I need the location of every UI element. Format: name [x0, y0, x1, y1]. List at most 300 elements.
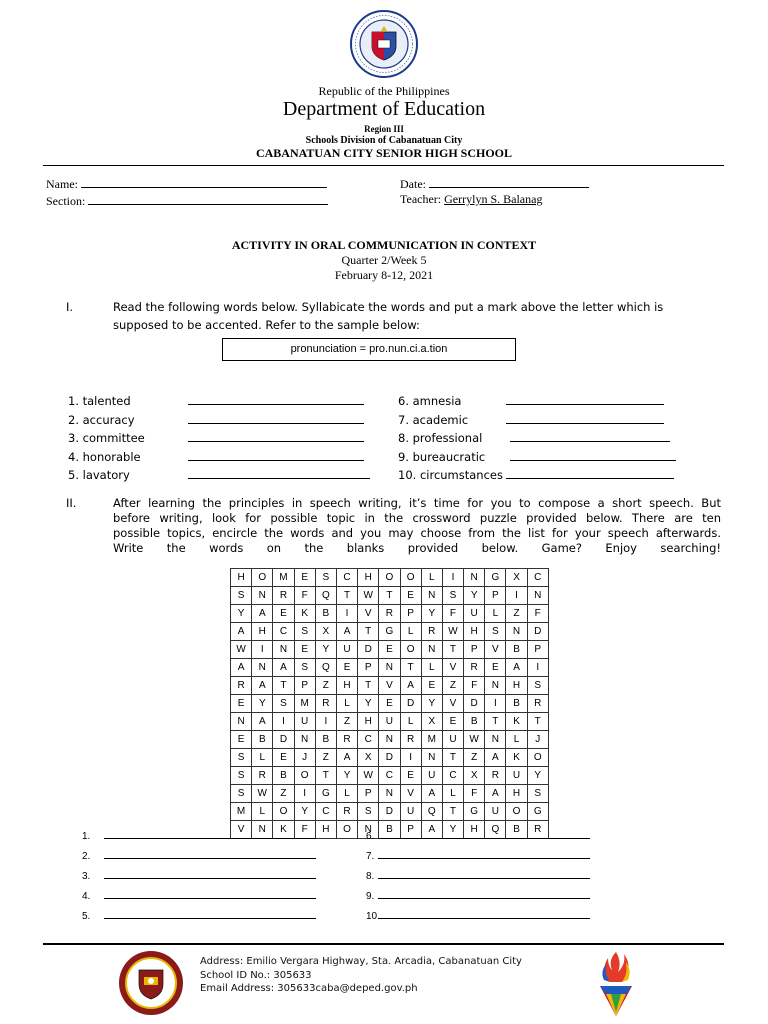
grid-cell[interactable]: Q	[315, 659, 336, 677]
quarter-line: Quarter 2/Week 5	[341, 253, 427, 267]
grid-cell[interactable]: P	[400, 605, 421, 623]
grid-cell[interactable]: S	[527, 677, 548, 695]
word-item: 5. lavatory	[68, 466, 370, 485]
grid-cell[interactable]: O	[506, 803, 527, 821]
grid-cell[interactable]: R	[252, 767, 273, 785]
grid-cell[interactable]: S	[273, 695, 294, 713]
grid-cell[interactable]: H	[231, 569, 252, 587]
grid-cell[interactable]: U	[400, 803, 421, 821]
grid-cell[interactable]: N	[421, 749, 442, 767]
grid-cell[interactable]: T	[442, 641, 463, 659]
grid-cell[interactable]: L	[400, 713, 421, 731]
word-item: 4. honorable	[68, 448, 370, 467]
grid-cell[interactable]: D	[400, 695, 421, 713]
grid-cell[interactable]: P	[294, 677, 315, 695]
grid-cell[interactable]: G	[485, 569, 506, 587]
grid-cell[interactable]: Y	[358, 695, 379, 713]
part2-instructions	[113, 496, 721, 556]
grid-cell[interactable]: Z	[315, 677, 336, 695]
grid-cell[interactable]: V	[485, 641, 506, 659]
grid-cell[interactable]: A	[231, 659, 252, 677]
answer-item: 4.	[82, 887, 316, 907]
grid-cell[interactable]: F	[464, 677, 485, 695]
grid-cell[interactable]: B	[315, 605, 336, 623]
grid-cell[interactable]: L	[336, 695, 357, 713]
grid-cell[interactable]: V	[442, 695, 463, 713]
grid-cell[interactable]: P	[485, 587, 506, 605]
grid-cell[interactable]: P	[400, 821, 421, 839]
grid-cell[interactable]: I	[506, 587, 527, 605]
grid-cell[interactable]: F	[464, 785, 485, 803]
grid-cell[interactable]: L	[336, 785, 357, 803]
answer-blank[interactable]	[378, 828, 590, 839]
grid-cell[interactable]: T	[273, 677, 294, 695]
grid-cell[interactable]: A	[252, 605, 273, 623]
grid-cell[interactable]: V	[379, 677, 400, 695]
grid-cell[interactable]: H	[315, 821, 336, 839]
grid-cell[interactable]: E	[231, 695, 252, 713]
word-blank[interactable]	[510, 448, 676, 461]
grid-cell[interactable]: W	[358, 587, 379, 605]
grid-cell[interactable]: O	[400, 569, 421, 587]
grid-cell[interactable]: T	[400, 659, 421, 677]
grid-cell[interactable]: R	[527, 695, 548, 713]
grid-cell[interactable]: R	[464, 659, 485, 677]
grid-cell[interactable]: A	[252, 713, 273, 731]
part1-numeral: I.	[66, 300, 74, 314]
word-item: 9. bureaucratic	[398, 448, 676, 467]
word-item: 3. committee	[68, 429, 370, 448]
grid-cell[interactable]: E	[379, 641, 400, 659]
grid-cell[interactable]: C	[358, 731, 379, 749]
answer-blank[interactable]	[378, 848, 590, 859]
grid-row	[231, 731, 549, 749]
grid-cell[interactable]: O	[400, 641, 421, 659]
grid-cell[interactable]: O	[379, 569, 400, 587]
word-blank[interactable]	[510, 429, 670, 442]
grid-cell[interactable]: A	[336, 749, 357, 767]
grid-cell[interactable]: N	[421, 641, 442, 659]
grid-cell[interactable]: U	[421, 767, 442, 785]
grid-cell[interactable]: Y	[421, 605, 442, 623]
word-item: 6. amnesia	[398, 392, 676, 411]
grid-cell[interactable]: I	[336, 605, 357, 623]
grid-cell[interactable]: T	[336, 587, 357, 605]
answer-blank[interactable]	[378, 868, 590, 879]
grid-cell[interactable]: E	[442, 713, 463, 731]
grid-cell[interactable]: Y	[421, 695, 442, 713]
grid-cell[interactable]: O	[527, 749, 548, 767]
grid-cell[interactable]: E	[421, 677, 442, 695]
grid-cell[interactable]: B	[252, 731, 273, 749]
grid-cell[interactable]: F	[442, 605, 463, 623]
grid-cell[interactable]: W	[231, 641, 252, 659]
grid-cell[interactable]: M	[294, 695, 315, 713]
grid-row	[231, 785, 549, 803]
answer-blank[interactable]	[104, 848, 316, 859]
grid-cell[interactable]: Z	[442, 677, 463, 695]
grid-cell[interactable]: H	[358, 569, 379, 587]
word-blank[interactable]	[506, 392, 664, 405]
grid-cell[interactable]: V	[400, 785, 421, 803]
grid-cell[interactable]: E	[294, 569, 315, 587]
grid-cell[interactable]: I	[400, 749, 421, 767]
word-item: 1. talented	[68, 392, 370, 411]
grid-cell[interactable]: D	[379, 803, 400, 821]
grid-cell[interactable]: S	[442, 587, 463, 605]
date-range: February 8-12, 2021	[334, 268, 434, 282]
grid-cell[interactable]: N	[485, 731, 506, 749]
grid-cell[interactable]: N	[358, 821, 379, 839]
grid-cell[interactable]: S	[231, 767, 252, 785]
sample-box: pronunciation = pro.nun.ci.a.tion	[222, 338, 516, 361]
grid-cell[interactable]: U	[485, 803, 506, 821]
grid-cell[interactable]: C	[527, 569, 548, 587]
grid-cell[interactable]: A	[400, 677, 421, 695]
grid-cell[interactable]: N	[485, 677, 506, 695]
grid-cell[interactable]: D	[379, 749, 400, 767]
word-item: 8. professional	[398, 429, 676, 448]
grid-cell[interactable]: I	[294, 785, 315, 803]
grid-cell[interactable]: P	[358, 785, 379, 803]
grid-cell[interactable]: E	[273, 605, 294, 623]
grid-cell[interactable]: A	[485, 785, 506, 803]
date-label: Date:	[400, 177, 426, 191]
grid-cell[interactable]: Q	[421, 803, 442, 821]
grid-cell[interactable]: Y	[315, 641, 336, 659]
grid-cell[interactable]: A	[421, 785, 442, 803]
region-line: Region III	[364, 124, 404, 134]
answer-item: 10.	[366, 907, 590, 927]
grid-cell[interactable]: W	[358, 767, 379, 785]
grid-cell[interactable]: Z	[315, 749, 336, 767]
grid-cell[interactable]: N	[527, 587, 548, 605]
grid-cell[interactable]: N	[379, 659, 400, 677]
grid-cell[interactable]: T	[358, 623, 379, 641]
grid-cell[interactable]: D	[273, 731, 294, 749]
grid-cell[interactable]: L	[442, 785, 463, 803]
grid-cell[interactable]: T	[485, 713, 506, 731]
grid-cell[interactable]: R	[485, 767, 506, 785]
grid-cell[interactable]: C	[379, 767, 400, 785]
grid-cell[interactable]: N	[231, 713, 252, 731]
grid-cell[interactable]: R	[421, 623, 442, 641]
division-line: Schools Division of Cabanatuan City	[305, 135, 463, 146]
grid-cell[interactable]: O	[252, 569, 273, 587]
grid-cell[interactable]: U	[336, 641, 357, 659]
grid-cell[interactable]: E	[400, 767, 421, 785]
grid-cell[interactable]: R	[273, 587, 294, 605]
grid-row	[231, 803, 549, 821]
grid-cell[interactable]: C	[315, 803, 336, 821]
grid-cell[interactable]: N	[252, 821, 273, 839]
grid-cell[interactable]: G	[527, 803, 548, 821]
answer-item: 1.	[82, 827, 316, 847]
section-field	[46, 192, 328, 209]
grid-cell[interactable]: K	[506, 713, 527, 731]
grid-cell[interactable]: B	[464, 713, 485, 731]
answer-blank[interactable]	[104, 908, 316, 919]
grid-cell[interactable]: Y	[464, 587, 485, 605]
grid-cell[interactable]: L	[421, 569, 442, 587]
grid-cell[interactable]: I	[442, 569, 463, 587]
grid-cell[interactable]: A	[336, 623, 357, 641]
grid-cell[interactable]: L	[252, 749, 273, 767]
grid-cell[interactable]: O	[336, 821, 357, 839]
grid-cell[interactable]: T	[442, 749, 463, 767]
section-blank[interactable]	[88, 192, 328, 205]
grid-cell[interactable]: N	[252, 587, 273, 605]
grid-cell[interactable]: U	[294, 713, 315, 731]
grid-cell[interactable]: M	[273, 569, 294, 587]
grid-cell[interactable]: P	[464, 641, 485, 659]
grid-cell[interactable]: Y	[231, 605, 252, 623]
grid-cell[interactable]: E	[379, 695, 400, 713]
grid-cell[interactable]: L	[485, 605, 506, 623]
word-blank[interactable]	[506, 411, 664, 424]
section-label: Section:	[46, 194, 86, 208]
grid-cell[interactable]: S	[527, 785, 548, 803]
word-blank[interactable]	[188, 448, 364, 461]
deped-seal-icon	[350, 10, 418, 78]
grid-cell[interactable]: P	[358, 659, 379, 677]
grid-cell[interactable]: F	[527, 605, 548, 623]
name-label: Name:	[46, 177, 78, 191]
grid-cell[interactable]: Y	[527, 767, 548, 785]
grid-cell[interactable]: L	[252, 803, 273, 821]
grid-cell[interactable]: M	[231, 803, 252, 821]
grid-cell[interactable]: L	[400, 623, 421, 641]
grid-cell[interactable]: S	[485, 623, 506, 641]
grid-cell[interactable]: L	[506, 731, 527, 749]
date-field	[400, 175, 589, 192]
grid-cell[interactable]: H	[358, 713, 379, 731]
grid-cell[interactable]: N	[379, 785, 400, 803]
grid-cell[interactable]: N	[294, 731, 315, 749]
republic-line: Republic of the Philippines	[318, 84, 450, 98]
grid-cell[interactable]: O	[294, 767, 315, 785]
grid-cell[interactable]: Z	[506, 605, 527, 623]
grid-cell[interactable]: D	[527, 623, 548, 641]
grid-cell[interactable]: U	[506, 767, 527, 785]
grid-cell[interactable]: O	[273, 803, 294, 821]
grid-cell[interactable]: C	[273, 623, 294, 641]
part2-line1: After learning the principles in speech writing, it’s time for you to compose a short speech. But	[113, 496, 721, 510]
department-title: Department of Education	[282, 98, 486, 120]
grid-cell[interactable]: C	[442, 767, 463, 785]
grid-cell[interactable]: I	[252, 641, 273, 659]
grid-cell[interactable]: B	[379, 821, 400, 839]
grid-cell[interactable]: E	[231, 731, 252, 749]
grid-cell[interactable]: X	[421, 713, 442, 731]
grid-cell[interactable]: R	[315, 695, 336, 713]
grid-cell[interactable]: M	[421, 731, 442, 749]
grid-cell[interactable]: B	[506, 641, 527, 659]
name-field	[46, 175, 327, 192]
grid-cell[interactable]: Z	[336, 713, 357, 731]
grid-cell[interactable]: U	[442, 731, 463, 749]
grid-cell[interactable]: X	[358, 749, 379, 767]
teacher-field	[400, 192, 542, 207]
grid-cell[interactable]: H	[506, 785, 527, 803]
grid-cell[interactable]: T	[527, 713, 548, 731]
grid-cell[interactable]: V	[442, 659, 463, 677]
grid-cell[interactable]: W	[442, 623, 463, 641]
grid-cell[interactable]: I	[485, 695, 506, 713]
grid-cell[interactable]: D	[358, 641, 379, 659]
grid-cell[interactable]: Q	[485, 821, 506, 839]
part2-line2: before writing, look for possible topic in the crossword puzzle provided below. There are ten	[113, 511, 721, 525]
grid-cell[interactable]: E	[485, 659, 506, 677]
grid-cell[interactable]: N	[273, 641, 294, 659]
grid-cell[interactable]: Y	[336, 767, 357, 785]
grid-cell[interactable]: B	[273, 767, 294, 785]
grid-cell[interactable]: N	[506, 623, 527, 641]
grid-cell[interactable]: L	[421, 659, 442, 677]
grid-cell[interactable]: K	[273, 821, 294, 839]
grid-cell[interactable]: R	[527, 821, 548, 839]
grid-cell[interactable]: S	[294, 623, 315, 641]
grid-cell[interactable]: V	[231, 821, 252, 839]
grid-cell[interactable]: H	[252, 623, 273, 641]
grid-cell[interactable]: N	[379, 731, 400, 749]
answer-blank[interactable]	[104, 868, 316, 879]
answer-blank[interactable]	[378, 888, 590, 899]
grid-cell[interactable]: A	[506, 659, 527, 677]
grid-cell[interactable]: W	[252, 785, 273, 803]
answer-list-left	[82, 827, 316, 927]
grid-cell[interactable]: G	[464, 803, 485, 821]
grid-cell[interactable]: T	[315, 767, 336, 785]
grid-row	[231, 659, 549, 677]
grid-cell[interactable]: K	[294, 605, 315, 623]
grid-cell[interactable]: E	[400, 587, 421, 605]
activity-title: ACTIVITY IN ORAL COMMUNICATION IN CONTEXT	[231, 238, 537, 252]
grid-cell[interactable]: T	[442, 803, 463, 821]
school-name: CABANATUAN CITY SENIOR HIGH SCHOOL	[255, 146, 513, 160]
grid-cell[interactable]: F	[294, 587, 315, 605]
grid-cell[interactable]: X	[315, 623, 336, 641]
grid-cell[interactable]: Z	[464, 749, 485, 767]
word-blank[interactable]	[188, 411, 364, 424]
footer-email: Email Address: 305633caba@deped.gov.ph	[200, 983, 418, 994]
answer-blank[interactable]	[104, 828, 316, 839]
grid-cell[interactable]: H	[464, 821, 485, 839]
part2-line4: Write the words on the blanks provided below. Game? Enjoy searching!	[113, 541, 721, 555]
grid-row	[231, 695, 549, 713]
grid-cell[interactable]: E	[294, 641, 315, 659]
grid-cell[interactable]: K	[506, 749, 527, 767]
grid-cell[interactable]: H	[506, 677, 527, 695]
grid-row	[231, 605, 549, 623]
grid-cell[interactable]: P	[527, 641, 548, 659]
grid-cell[interactable]: I	[527, 659, 548, 677]
footer-address: Address: Emilio Vergara Highway, Sta. Arcadia, Cabanatuan City	[200, 956, 522, 967]
word-blank[interactable]	[188, 392, 364, 405]
grid-cell[interactable]: T	[358, 677, 379, 695]
word-blank[interactable]	[506, 466, 674, 479]
grid-cell[interactable]: H	[464, 623, 485, 641]
grid-cell[interactable]: G	[379, 623, 400, 641]
date-blank[interactable]	[429, 175, 589, 188]
grid-cell[interactable]: B	[506, 695, 527, 713]
grid-cell[interactable]: B	[315, 731, 336, 749]
grid-cell[interactable]: W	[464, 731, 485, 749]
grid-row	[231, 767, 549, 785]
grid-cell[interactable]: S	[315, 569, 336, 587]
grid-cell[interactable]: C	[336, 569, 357, 587]
grid-cell[interactable]: A	[421, 821, 442, 839]
grid-cell[interactable]: U	[379, 713, 400, 731]
grid-cell[interactable]: Y	[442, 821, 463, 839]
grid-cell[interactable]: F	[294, 821, 315, 839]
answer-blank[interactable]	[378, 908, 590, 919]
grid-cell[interactable]: U	[464, 605, 485, 623]
teacher-name: Gerrylyn S. Balanag	[444, 192, 543, 206]
grid-cell[interactable]: S	[294, 659, 315, 677]
grid-cell[interactable]: B	[506, 821, 527, 839]
answer-item: 6.	[366, 827, 590, 847]
grid-row	[231, 623, 549, 641]
name-blank[interactable]	[81, 175, 327, 188]
grid-cell[interactable]: A	[273, 659, 294, 677]
word-item: 2. accuracy	[68, 411, 370, 430]
grid-cell[interactable]: R	[400, 731, 421, 749]
grid-cell[interactable]: E	[273, 749, 294, 767]
grid-cell[interactable]: A	[231, 623, 252, 641]
grid-row	[231, 569, 549, 587]
grid-cell[interactable]: J	[527, 731, 548, 749]
grid-cell[interactable]: N	[421, 587, 442, 605]
grid-cell[interactable]: Y	[294, 803, 315, 821]
grid-cell[interactable]: A	[252, 677, 273, 695]
grid-cell[interactable]: I	[315, 713, 336, 731]
grid-cell[interactable]: N	[464, 569, 485, 587]
grid-cell[interactable]: I	[273, 713, 294, 731]
word-blank[interactable]	[188, 466, 370, 479]
grid-row	[231, 713, 549, 731]
grid-cell[interactable]: R	[231, 677, 252, 695]
grid-cell[interactable]: X	[506, 569, 527, 587]
grid-cell[interactable]: V	[358, 605, 379, 623]
grid-cell[interactable]: E	[336, 659, 357, 677]
grid-cell[interactable]: Y	[252, 695, 273, 713]
grid-cell[interactable]: S	[358, 803, 379, 821]
header-divider	[43, 165, 724, 166]
grid-cell[interactable]: Q	[315, 587, 336, 605]
grid-cell[interactable]: G	[315, 785, 336, 803]
word-item: 10. circumstances	[398, 466, 676, 485]
grid-cell[interactable]: N	[252, 659, 273, 677]
grid-cell[interactable]: S	[231, 587, 252, 605]
grid-cell[interactable]: S	[231, 749, 252, 767]
grid-cell[interactable]: A	[485, 749, 506, 767]
grid-cell[interactable]: J	[294, 749, 315, 767]
grid-cell[interactable]: X	[464, 767, 485, 785]
grid-cell[interactable]: Z	[273, 785, 294, 803]
grid-cell[interactable]: R	[336, 731, 357, 749]
grid-row	[231, 641, 549, 659]
grid-cell[interactable]: R	[379, 605, 400, 623]
grid-cell[interactable]: D	[464, 695, 485, 713]
word-blank[interactable]	[188, 429, 364, 442]
teacher-label: Teacher:	[400, 192, 442, 206]
grid-cell[interactable]: S	[231, 785, 252, 803]
grid-cell[interactable]: R	[336, 803, 357, 821]
grid-cell[interactable]: T	[379, 587, 400, 605]
answer-blank[interactable]	[104, 888, 316, 899]
grid-cell[interactable]: H	[336, 677, 357, 695]
